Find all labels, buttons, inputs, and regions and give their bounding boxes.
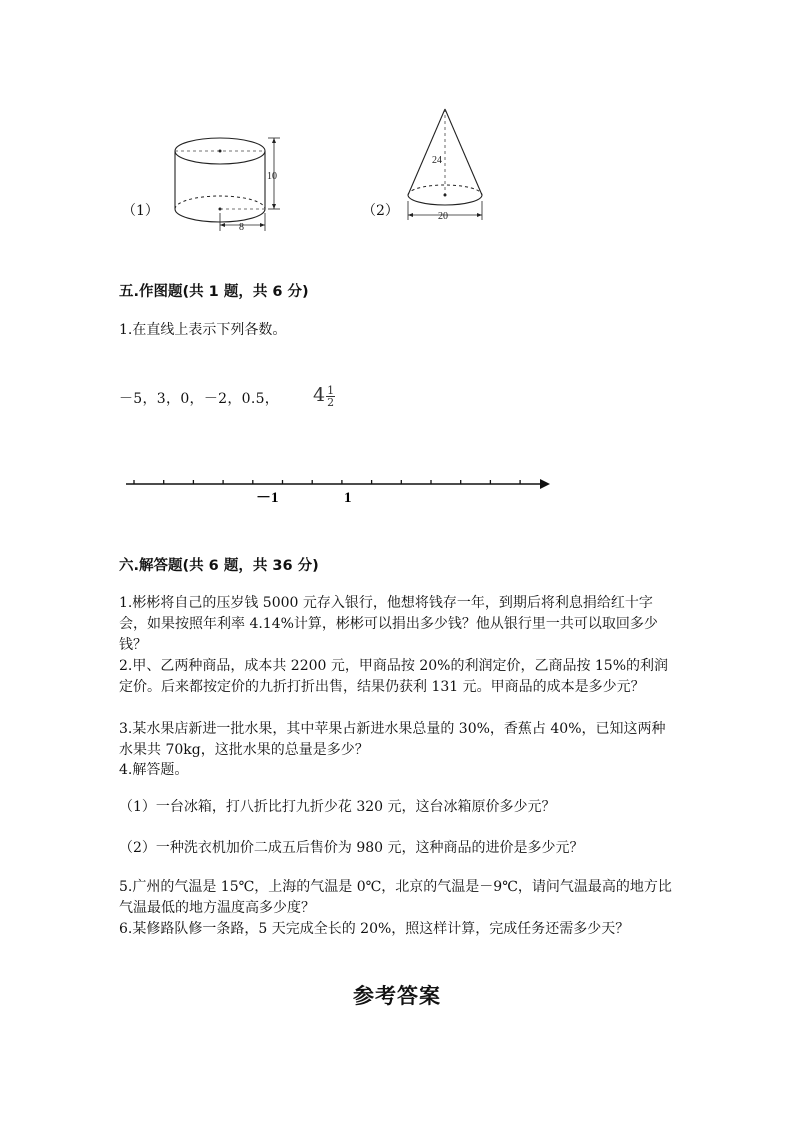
- tick-label-minus-1: －1: [256, 490, 279, 506]
- number-line-arrow: [540, 479, 550, 489]
- section-6-heading: 六.解答题(共 6 题，共 36 分): [119, 558, 319, 574]
- number-line: [120, 472, 560, 512]
- section-5-heading: 五.作图题(共 1 题，共 6 分): [119, 284, 309, 300]
- cylinder-radius-label: 8: [239, 222, 244, 233]
- figure-2-label: （2）: [362, 203, 399, 219]
- figure-1-label: （1）: [122, 203, 159, 219]
- cylinder-height-label: 10: [267, 171, 277, 182]
- cylinder-figure: [165, 125, 295, 235]
- section-6-question-2: 2.甲、乙两种商品，成本共 2200 元，甲商品按 20%的利润定价，乙商品按 15%的利润定价。后来都按定价的九折打折出售，结果仍获利 131 元。甲商品的成本是多少元？: [119, 658, 669, 695]
- section-6-question-4-2: （2）一种洗衣机加价二成五后售价为 980 元，这种商品的进价是多少元？: [119, 840, 584, 856]
- fraction-numerator: 1: [327, 383, 335, 397]
- section-6-question-1: 1.彬彬将自己的压岁钱 5000 元存入银行，他想将钱存一年，到期后将利息捐给红十字会，如果按照年利率 4.14%计算，彬彬可以捐出多少钱？他从银行里一共可以取回多少钱？: [119, 595, 658, 653]
- tick-label-1: 1: [344, 490, 352, 506]
- section-6-question-5: 5.广州的气温是 15℃，上海的气温是 0℃，北京的气温是－9℃，请问气温最高的地方比气温最低的地方温度高多少度？: [119, 879, 672, 916]
- mixed-number-fraction: [326, 385, 335, 408]
- fraction-denominator: 2: [327, 395, 335, 409]
- mixed-number: [313, 384, 335, 408]
- cone-height-label: 24: [432, 155, 442, 166]
- cone-figure: [400, 105, 495, 230]
- section-6-question-6: 6.某修路队修一条路，5 天完成全长的 20%，照这样计算，完成任务还需多少天？: [119, 921, 630, 937]
- numbers-list: －5，3，0，－2，0.5，: [119, 391, 280, 407]
- section-6-question-4: 4.解答题。: [119, 762, 189, 778]
- section-5-question-1: 1.在直线上表示下列各数。: [119, 322, 287, 338]
- mixed-number-whole: 4: [313, 384, 326, 406]
- cone-diameter-label: 20: [438, 211, 448, 222]
- section-6-question-3: 3.某水果店新进一批水果，其中苹果占新进水果总量的 30%，香蕉占 40%，已知这两种水果共 70kg，这批水果的总量是多少？: [119, 721, 666, 758]
- answer-title: 参考答案: [353, 984, 441, 1008]
- section-6-question-4-1: （1）一台冰箱，打八折比打九折少花 320 元，这台冰箱原价多少元？: [119, 799, 556, 815]
